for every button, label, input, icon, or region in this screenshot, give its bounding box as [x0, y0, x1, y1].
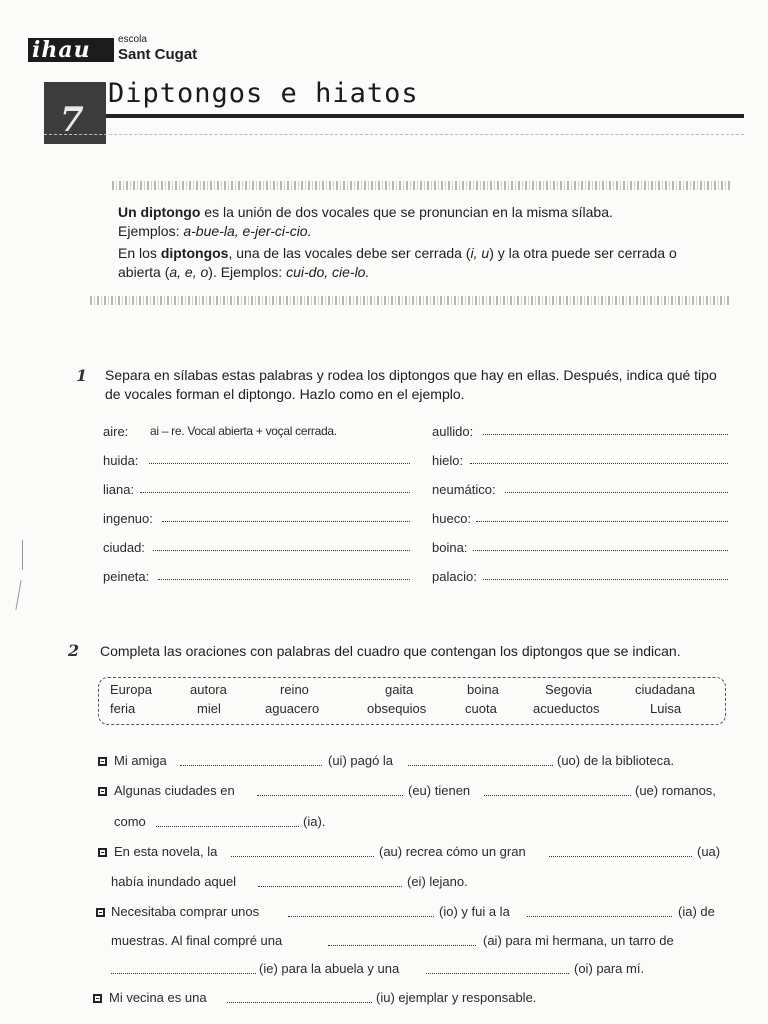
scan-mark — [22, 540, 23, 570]
sentence-2-part-e: (ia). — [303, 814, 326, 829]
scan-noise-bottom — [90, 296, 730, 305]
answer-line[interactable] — [140, 480, 410, 493]
definition-box — [118, 203, 718, 285]
sentence-3-part-d: había inundado aquel — [111, 874, 237, 889]
definition-paragraph-1: Un diptongo es la unión de dos vocales que se pronuncian en la misma sílaba. Ejemplos: a-bue-la, e-jer-ci-cio. — [118, 204, 613, 239]
title-underline — [106, 114, 744, 118]
answer-line[interactable] — [158, 567, 410, 580]
blank-line[interactable] — [257, 783, 403, 796]
logo-mark: ihau — [28, 38, 114, 62]
answer-line[interactable] — [149, 451, 410, 464]
box-word: ciudadana — [635, 682, 695, 697]
word-palacio: palacio: — [432, 569, 477, 584]
box-word: feria — [110, 701, 136, 716]
word-peineta: peineta: — [103, 569, 150, 584]
logo-small-text: escola — [118, 34, 147, 45]
sentence-4-part-a: Necesitaba comprar unos — [111, 904, 260, 919]
sentence-4-part-f: (ie) para la abuela y una — [259, 961, 400, 976]
answer-line[interactable] — [476, 509, 728, 522]
box-word: acueductos — [533, 701, 600, 716]
sentence-3-part-c: (ua) — [697, 844, 721, 859]
sentence-2-part-d: como — [114, 814, 146, 829]
sentence-5-part-a: Mi vecina es una — [109, 990, 207, 1005]
word-boina: boina: — [432, 540, 468, 555]
blank-line[interactable] — [288, 904, 434, 917]
unit-number: 7 — [60, 100, 84, 140]
box-word: cuota — [465, 701, 497, 716]
sentence-1-part-b: (ui) pagó la — [328, 753, 394, 768]
blank-line[interactable] — [328, 933, 476, 946]
box-word: aguacero — [265, 701, 320, 716]
scan-noise-top — [112, 181, 732, 190]
sentence-5-part-b: (iu) ejemplar y responsable. — [376, 990, 537, 1005]
blank-line[interactable] — [258, 874, 402, 887]
box-word: Luisa — [650, 701, 682, 716]
box-word: reino — [280, 682, 309, 697]
answer-line[interactable] — [483, 567, 728, 580]
sentence-4-part-e: (ai) para mi hermana, un tarro de — [483, 933, 674, 948]
sentence-3-part-a: En esta novela, la — [114, 844, 218, 859]
sentence-bullet-icon — [98, 848, 107, 857]
sentence-2-part-c: (ue) romanos, — [635, 783, 716, 798]
blank-line[interactable] — [484, 783, 631, 796]
sentence-1-part-a: Mi amiga — [114, 753, 167, 768]
blank-line[interactable] — [231, 844, 374, 857]
sentence-4-part-c: (ia) de — [678, 904, 715, 919]
sentence-bullet-icon — [96, 908, 105, 917]
sentence-3-part-b: (au) recrea cómo un gran — [379, 844, 526, 859]
word-huida: huida: — [103, 453, 139, 468]
word-neumatico: neumático: — [432, 482, 496, 497]
answer-line[interactable] — [153, 538, 410, 551]
answer-line[interactable] — [162, 509, 410, 522]
definition-paragraph-2: En los diptongos, una de las vocales debe ser cerrada (i, u) y la otra puede ser cerrada o abierta (a, e, o). Ejemplos: cui-do, cie-lo. — [118, 245, 677, 280]
blank-line[interactable] — [111, 961, 256, 974]
word-aullido: aullido: — [432, 424, 474, 439]
word-box — [98, 677, 726, 725]
answer-line[interactable] — [473, 538, 728, 551]
page-title: Diptongos e hiatos — [108, 78, 419, 109]
answer-line[interactable] — [505, 480, 728, 493]
exercise-2-number: 2 — [68, 641, 80, 660]
sentence-bullet-icon — [93, 994, 102, 1003]
box-word: obsequios — [367, 701, 427, 716]
word-ciudad: ciudad: — [103, 540, 145, 555]
word-hueco: hueco: — [432, 511, 472, 526]
blank-line[interactable] — [180, 753, 322, 766]
blank-line[interactable] — [426, 961, 569, 974]
sentence-4-part-g: (oi) para mí. — [574, 961, 645, 976]
exercise-1-number: 1 — [76, 366, 88, 385]
blank-line[interactable] — [408, 753, 553, 766]
sentence-3-part-e: (ei) lejano. — [407, 874, 468, 889]
box-word: Europa — [110, 682, 152, 697]
exercise-2-instruction: Completa las oraciones con palabras del cuadro que contengan los diptongos que se indican. — [100, 643, 681, 659]
example-answer: ai – re. Vocal abierta + voçal cerrada. — [150, 424, 337, 438]
word-ingenuo: ingenuo: — [103, 511, 153, 526]
scan-mark — [15, 580, 21, 610]
box-word: autora — [190, 682, 227, 697]
sentence-4-part-d: muestras. Al final compré una — [111, 933, 283, 948]
box-word: Segovia — [545, 682, 592, 697]
sentence-4-part-b: (io) y fui a la — [439, 904, 510, 919]
word-hielo: hielo: — [432, 453, 464, 468]
sentence-2-part-b: (eu) tienen — [408, 783, 471, 798]
box-word: miel — [197, 701, 221, 716]
blank-line[interactable] — [156, 814, 299, 827]
blank-line[interactable] — [527, 904, 672, 917]
box-word: boina — [467, 682, 499, 697]
sentence-2-part-a: Algunas ciudades en — [114, 783, 235, 798]
sentence-1-part-c: (uo) de la biblioteca. — [557, 753, 675, 768]
exercise-1-instruction: Separa en sílabas estas palabras y rodea los diptongos que hay en ellas. Después, indica qué tipo de vocales forman el diptongo. Hazlo como en el ejemplo. — [105, 367, 717, 402]
answer-line[interactable] — [483, 422, 728, 435]
example-word: aire: — [103, 424, 129, 439]
blank-line[interactable] — [549, 844, 692, 857]
sentence-bullet-icon — [98, 787, 107, 796]
sentence-bullet-icon — [98, 757, 107, 766]
header-divider — [44, 134, 744, 135]
blank-line[interactable] — [227, 990, 372, 1003]
word-liana: liana: — [103, 482, 135, 497]
box-word: gaita — [385, 682, 414, 697]
school-name: Sant Cugat — [118, 46, 198, 63]
answer-line[interactable] — [470, 451, 728, 464]
